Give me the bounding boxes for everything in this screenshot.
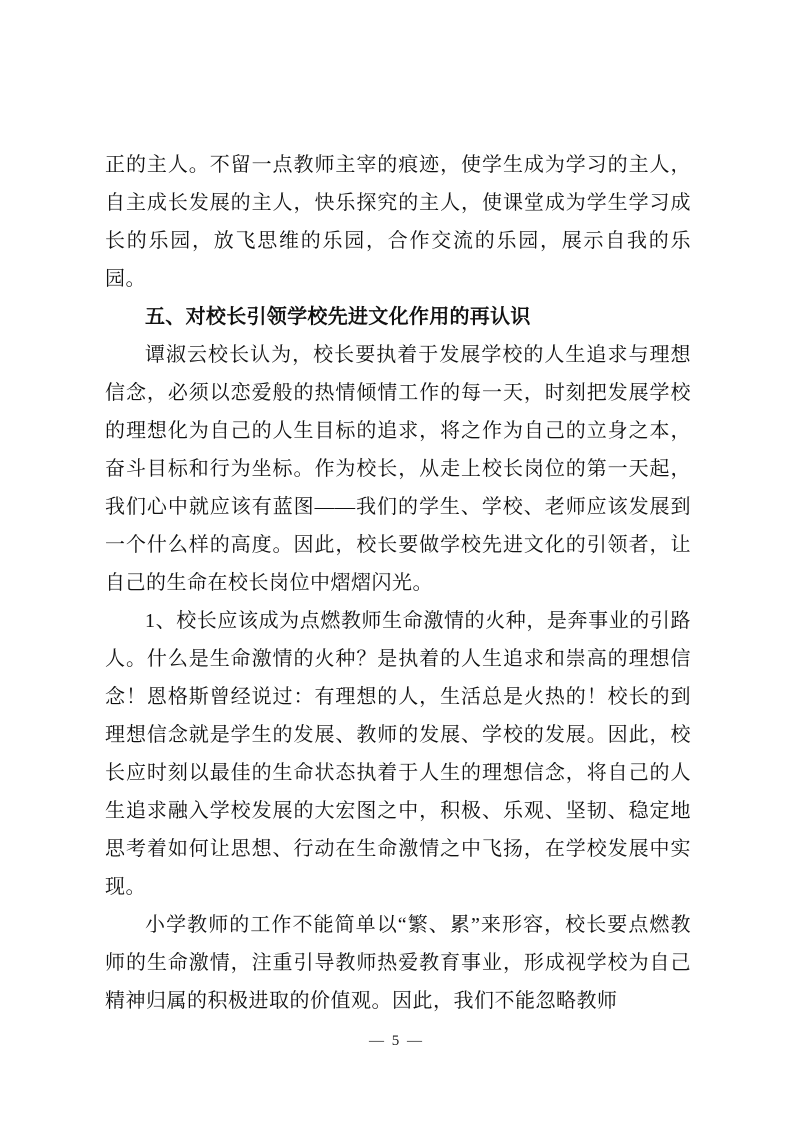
- section-heading: 五、对校长引领学校先进文化作用的再认识: [145, 306, 531, 328]
- paragraph: 1、校长应该成为点燃教师生命激情的火种，是奔事业的引路人。什么是生命激情的火种？是执着的人生追求和崇高的理想信念！恩格斯曾经说过：有理想的人，生活总是火热的！校长的到理想信念就是学生的发展、教师的发展、学校的发展。因此，校长应时刻以最佳的生命状态执着于人生的理想信念，将自己的人生追求融入学校发展的大宏图之中，积极、乐观、坚韧、稳定地思考着如何让思想、行动在生命激情之中飞扬，在学校发展中实现。: [105, 610, 691, 898]
- paragraph: 谭淑云校长认为，校长要执着于发展学校的人生追求与理想信念，必须以恋爱般的热情倾情工作的每一天，时刻把发展学校的理想化为自己的人生目标的追求，将之作为自己的立身之本，奋斗目标和行为坐标。作为校长，从走上校长岗位的第一天起，我们心中就应该有蓝图——我们的学生、学校、老师应该发展到一个什么样的高度。因此，校长要做学校先进文化的引领者，让自己的生命在校长岗位中熠熠闪光。: [105, 344, 691, 594]
- page-number: — 5 —: [369, 1033, 424, 1049]
- document-body: [105, 146, 691, 1020]
- paragraph: 正的主人。不留一点教师主宰的痕迹，使学生成为学习的主人，自主成长发展的主人，快乐探究的主人，使课堂成为学生学习成长的乐园，放飞思维的乐园，合作交流的乐园，展示自我的乐园。: [105, 154, 691, 290]
- paragraph: 小学教师的工作不能简单以“繁、累”来形容，校长要点燃教师的生命激情，注重引导教师热爱教育事业，形成视学校为自己精神归属的积极进取的价值观。因此，我们不能忽略教师: [105, 914, 691, 1012]
